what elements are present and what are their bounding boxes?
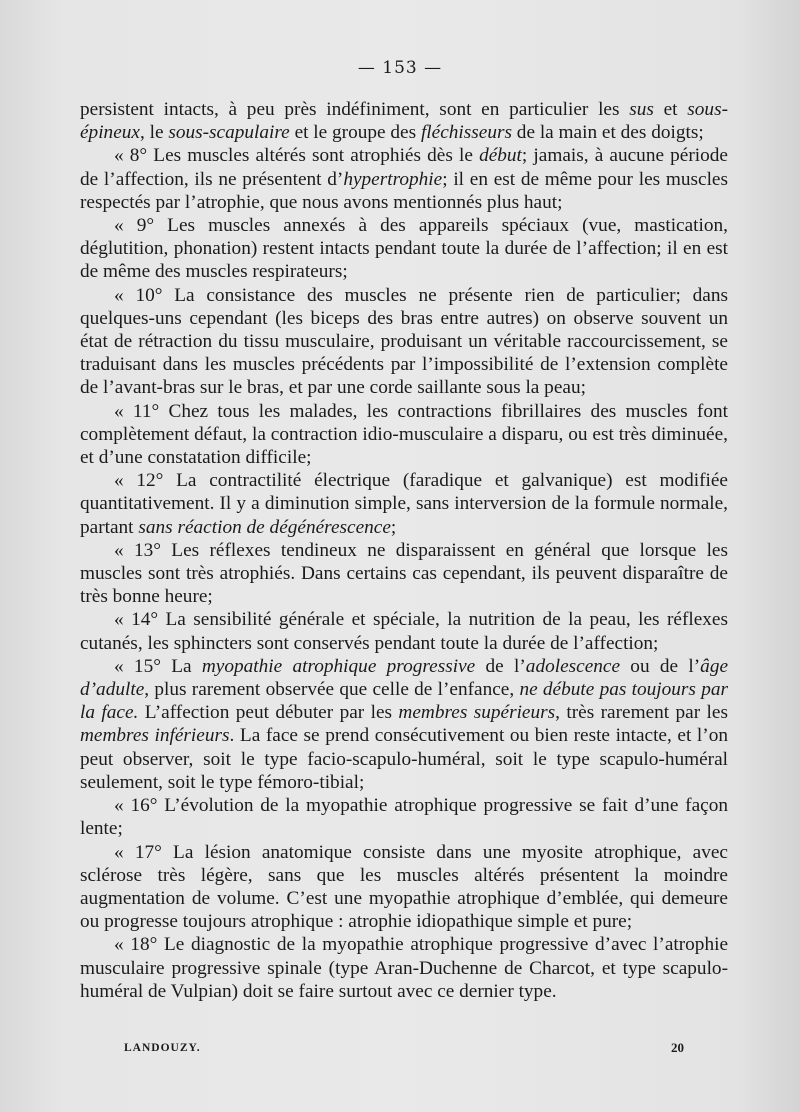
- text-run: « 15° La: [114, 655, 202, 677]
- text-run: ;: [390, 516, 397, 538]
- paragraph-p14: [80, 608, 728, 654]
- paragraph-p10: [80, 284, 728, 400]
- text-run: persistent intacts, à peu près indéfiniment, sont en particulier les: [80, 99, 630, 120]
- paragraph-p16: [80, 794, 728, 840]
- italic-text: membres inférieurs: [80, 725, 230, 747]
- text-run: « 14° La sensibilité générale et spéciale, la nutrition de la peau, les réflexes cutanés, les sphincters sont conservés pendant toute la durée de l’affection;: [80, 609, 728, 654]
- paragraph-p18: [80, 933, 728, 1003]
- text-run: « 12° La contractilité électrique (faradique et galvanique) est modifiée quantitativement. Il y a diminution simple, sans interversion de la formule normale, partant: [80, 470, 728, 538]
- text-run: de la main et des doigts;: [511, 122, 704, 144]
- italic-text: fléchisseurs: [420, 122, 512, 144]
- italic-text: adolescence: [525, 655, 621, 677]
- text-run: de l’: [475, 655, 526, 677]
- text-run: et le groupe des: [289, 122, 421, 144]
- text-run: . La face se prend consécutivement ou bien reste intacte, et l’on peut observer, soit le type facio-scapulo-huméral, soit le type scapulo-huméral seulement, soit le type fémoro-tibial;: [80, 725, 728, 793]
- italic-text: hypertrophie: [343, 168, 443, 190]
- paragraph-p9: [80, 214, 728, 284]
- text-run: , le: [139, 122, 169, 144]
- italic-text: sans réaction de dégénérescence: [138, 516, 391, 538]
- text-run: ; jamais, à aucune période de l’affection, ils ne présentent d’: [80, 145, 728, 190]
- text-run: , plus rarement observée que celle de l’enfance,: [144, 679, 520, 701]
- paragraph-p12: [80, 469, 728, 539]
- italic-text: membres supérieurs: [398, 702, 556, 724]
- text-run: « 16° L’évolution de la myopathie atrophique progressive se fait d’une façon lente;: [80, 795, 728, 840]
- paragraph-p15: [80, 655, 728, 794]
- paragraph-p11: [80, 400, 728, 470]
- text-run: ou de l’: [620, 655, 701, 677]
- italic-text: sous-scapulaire: [168, 122, 290, 144]
- text-run: , très rarement par les: [555, 702, 728, 724]
- italic-text: myopathie atrophique progressive: [201, 655, 476, 677]
- text-run: « 17° La lésion anatomique consiste dans une myosite atrophique, avec sclérose très légère, sans que les muscles altérés présentent la moindre augmentation de volume. C’est une myopathie atrophique d’emblée, qui demeure ou progresse toujours atrophique : atrophie idiopathique simple et pure;: [80, 841, 728, 933]
- italic-text: début: [479, 145, 522, 167]
- paragraph-p-cont: [80, 98, 728, 144]
- text-run: et: [653, 99, 688, 120]
- signature-mark: 20: [671, 1040, 684, 1055]
- running-author: LANDOUZY.: [124, 1042, 201, 1054]
- text-run: L’affection peut débuter par les: [138, 702, 399, 724]
- italic-text: âge d’adulte: [80, 655, 729, 701]
- italic-text: sus: [629, 99, 654, 120]
- paragraph-p13: [80, 539, 728, 609]
- text-run: ; il en est de même pour les muscles respectés par l’atrophie, que nous avons mentionnés plus haut;: [80, 168, 728, 213]
- text-run: « 11° Chez tous les malades, les contractions fibrillaires des muscles font complètement défaut, la contraction idio-musculaire a disparu, ou est très diminuée, et d’une constatation difficile;: [80, 400, 728, 469]
- italic-text: sous-épineux: [80, 99, 728, 144]
- text-run: « 9° Les muscles annexés à des appareils spéciaux (vue, mastication, déglutition, phonation) restent intacts pendant toute la durée de l’affection; il en est de même des muscles respirateurs;: [80, 215, 728, 283]
- text-run: « 8° Les muscles altérés sont atrophiés dès le: [114, 145, 480, 167]
- text-run: « 10° La consistance des muscles ne présente rien de particulier; dans quelques-uns cependant (les biceps des bras entre autres) on observe souvent un état de rétraction du tissu musculaire, produisant un véritable raccourcissement, se traduisant dans les muscles précédents par l’impossibilité de l’extension complète de l’avant-bras sur le bras, et par une corde saillante sous la peau;: [80, 284, 728, 399]
- paragraph-p8: [80, 144, 728, 214]
- body-text: [80, 98, 728, 1003]
- page-number: — 153 —: [357, 58, 443, 78]
- paragraph-p17: [80, 841, 728, 934]
- text-run: « 18° Le diagnostic de la myopathie atrophique progressive d’avec l’atrophie musculaire progressive spinale (type Aran-Duchenne de Charcot, et type scapulo-huméral de Vulpian) doit se faire surtout avec ce dernier type.: [80, 934, 728, 1002]
- italic-text: ne débute pas toujours par la face.: [80, 679, 728, 724]
- text-run: « 13° Les réflexes tendineux ne disparaissent en général que lorsque les muscles sont très atrophiés. Dans certains cas cependant, ils peuvent disparaître de très bonne heure;: [80, 539, 728, 608]
